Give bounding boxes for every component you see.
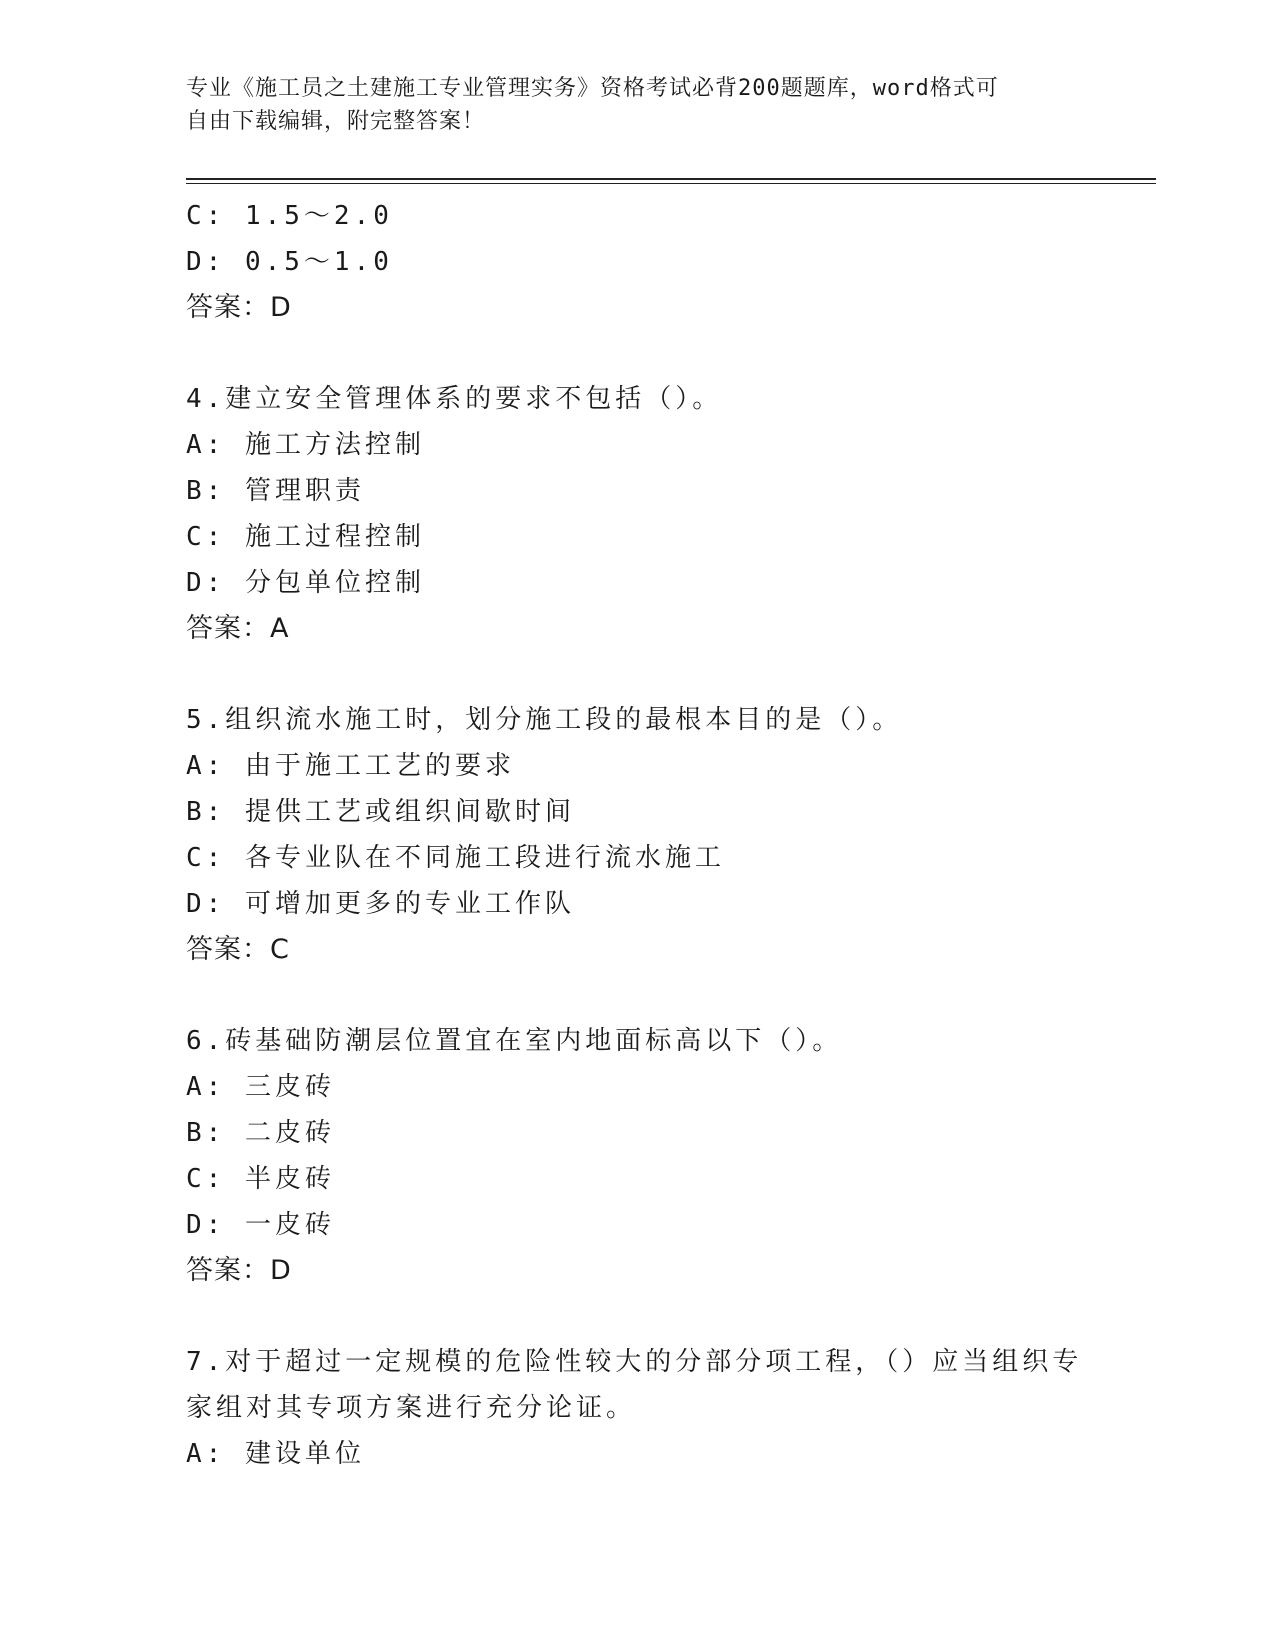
option-label: B: (186, 797, 226, 827)
question-6 (186, 1018, 1086, 1294)
option-b (186, 789, 1086, 835)
option-d (186, 881, 1086, 927)
option-text: 可增加更多的专业工作队 (244, 889, 575, 919)
answer-line: 答案：D (186, 292, 292, 323)
option-text: 各专业队在不同施工段进行流水施工 (244, 843, 725, 873)
option-label: A: (186, 430, 226, 460)
option-c (186, 193, 1086, 239)
question-stem: 5.组织流水施工时，划分施工段的最根本目的是（）。 (186, 705, 903, 735)
option-label: C: (186, 522, 226, 552)
option-label: D: (186, 889, 226, 919)
question-list (186, 193, 1086, 1477)
option-text: 施工方法控制 (244, 430, 425, 460)
option-a (186, 1064, 1086, 1110)
option-text: 半皮砖 (244, 1164, 335, 1194)
option-c (186, 514, 1086, 560)
option-label: B: (186, 1118, 226, 1148)
document-header (186, 72, 1086, 138)
header-divider-thin (186, 183, 1156, 184)
option-text: 提供工艺或组织间歇时间 (244, 797, 575, 827)
option-b (186, 1110, 1086, 1156)
question-4 (186, 376, 1086, 652)
option-text: 一皮砖 (244, 1210, 335, 1240)
option-text: 管理职责 (244, 476, 365, 506)
option-label: B: (186, 476, 226, 506)
option-label: A: (186, 751, 226, 781)
option-c (186, 1156, 1086, 1202)
option-text: 施工过程控制 (244, 522, 425, 552)
option-text: 建设单位 (244, 1439, 365, 1469)
option-label: A: (186, 1439, 226, 1469)
question-7 (186, 1339, 1086, 1477)
option-c (186, 835, 1086, 881)
option-text: 0.5～1.0 (244, 247, 393, 277)
answer-line: 答案：D (186, 1255, 292, 1286)
option-label: D: (186, 1210, 226, 1240)
question-stem-line-1: 7.对于超过一定规模的危险性较大的分部分项工程，（）应当组织专 (186, 1347, 1083, 1377)
option-label: D: (186, 247, 226, 277)
option-label: D: (186, 568, 226, 598)
option-d (186, 1202, 1086, 1248)
option-text: 分包单位控制 (244, 568, 425, 598)
option-a (186, 422, 1086, 468)
question-stem-line-2: 家组对其专项方案进行充分论证。 (186, 1393, 637, 1423)
header-divider-thick (186, 178, 1156, 180)
option-text: 二皮砖 (244, 1118, 335, 1148)
question-5 (186, 697, 1086, 973)
option-label: A: (186, 1072, 226, 1102)
header-line-2: 自由下载编辑，附完整答案！ (186, 109, 486, 134)
option-b (186, 468, 1086, 514)
option-label: C: (186, 201, 226, 231)
option-a (186, 1431, 1086, 1477)
option-text: 1.5～2.0 (244, 201, 393, 231)
question-3-continued (186, 193, 1086, 331)
question-stem: 6.砖基础防潮层位置宜在室内地面标高以下（）。 (186, 1026, 843, 1056)
option-text: 三皮砖 (244, 1072, 335, 1102)
option-text: 由于施工工艺的要求 (244, 751, 515, 781)
option-label: C: (186, 1164, 226, 1194)
option-a (186, 743, 1086, 789)
option-label: C: (186, 843, 226, 873)
answer-line: 答案：C (186, 934, 290, 965)
option-d (186, 239, 1086, 285)
question-stem: 4.建立安全管理体系的要求不包括（）。 (186, 384, 723, 414)
header-line-1: 专业《施工员之土建施工专业管理实务》资格考试必背200题题库，word格式可 (186, 76, 999, 101)
answer-line: 答案：A (186, 613, 290, 644)
option-d (186, 560, 1086, 606)
